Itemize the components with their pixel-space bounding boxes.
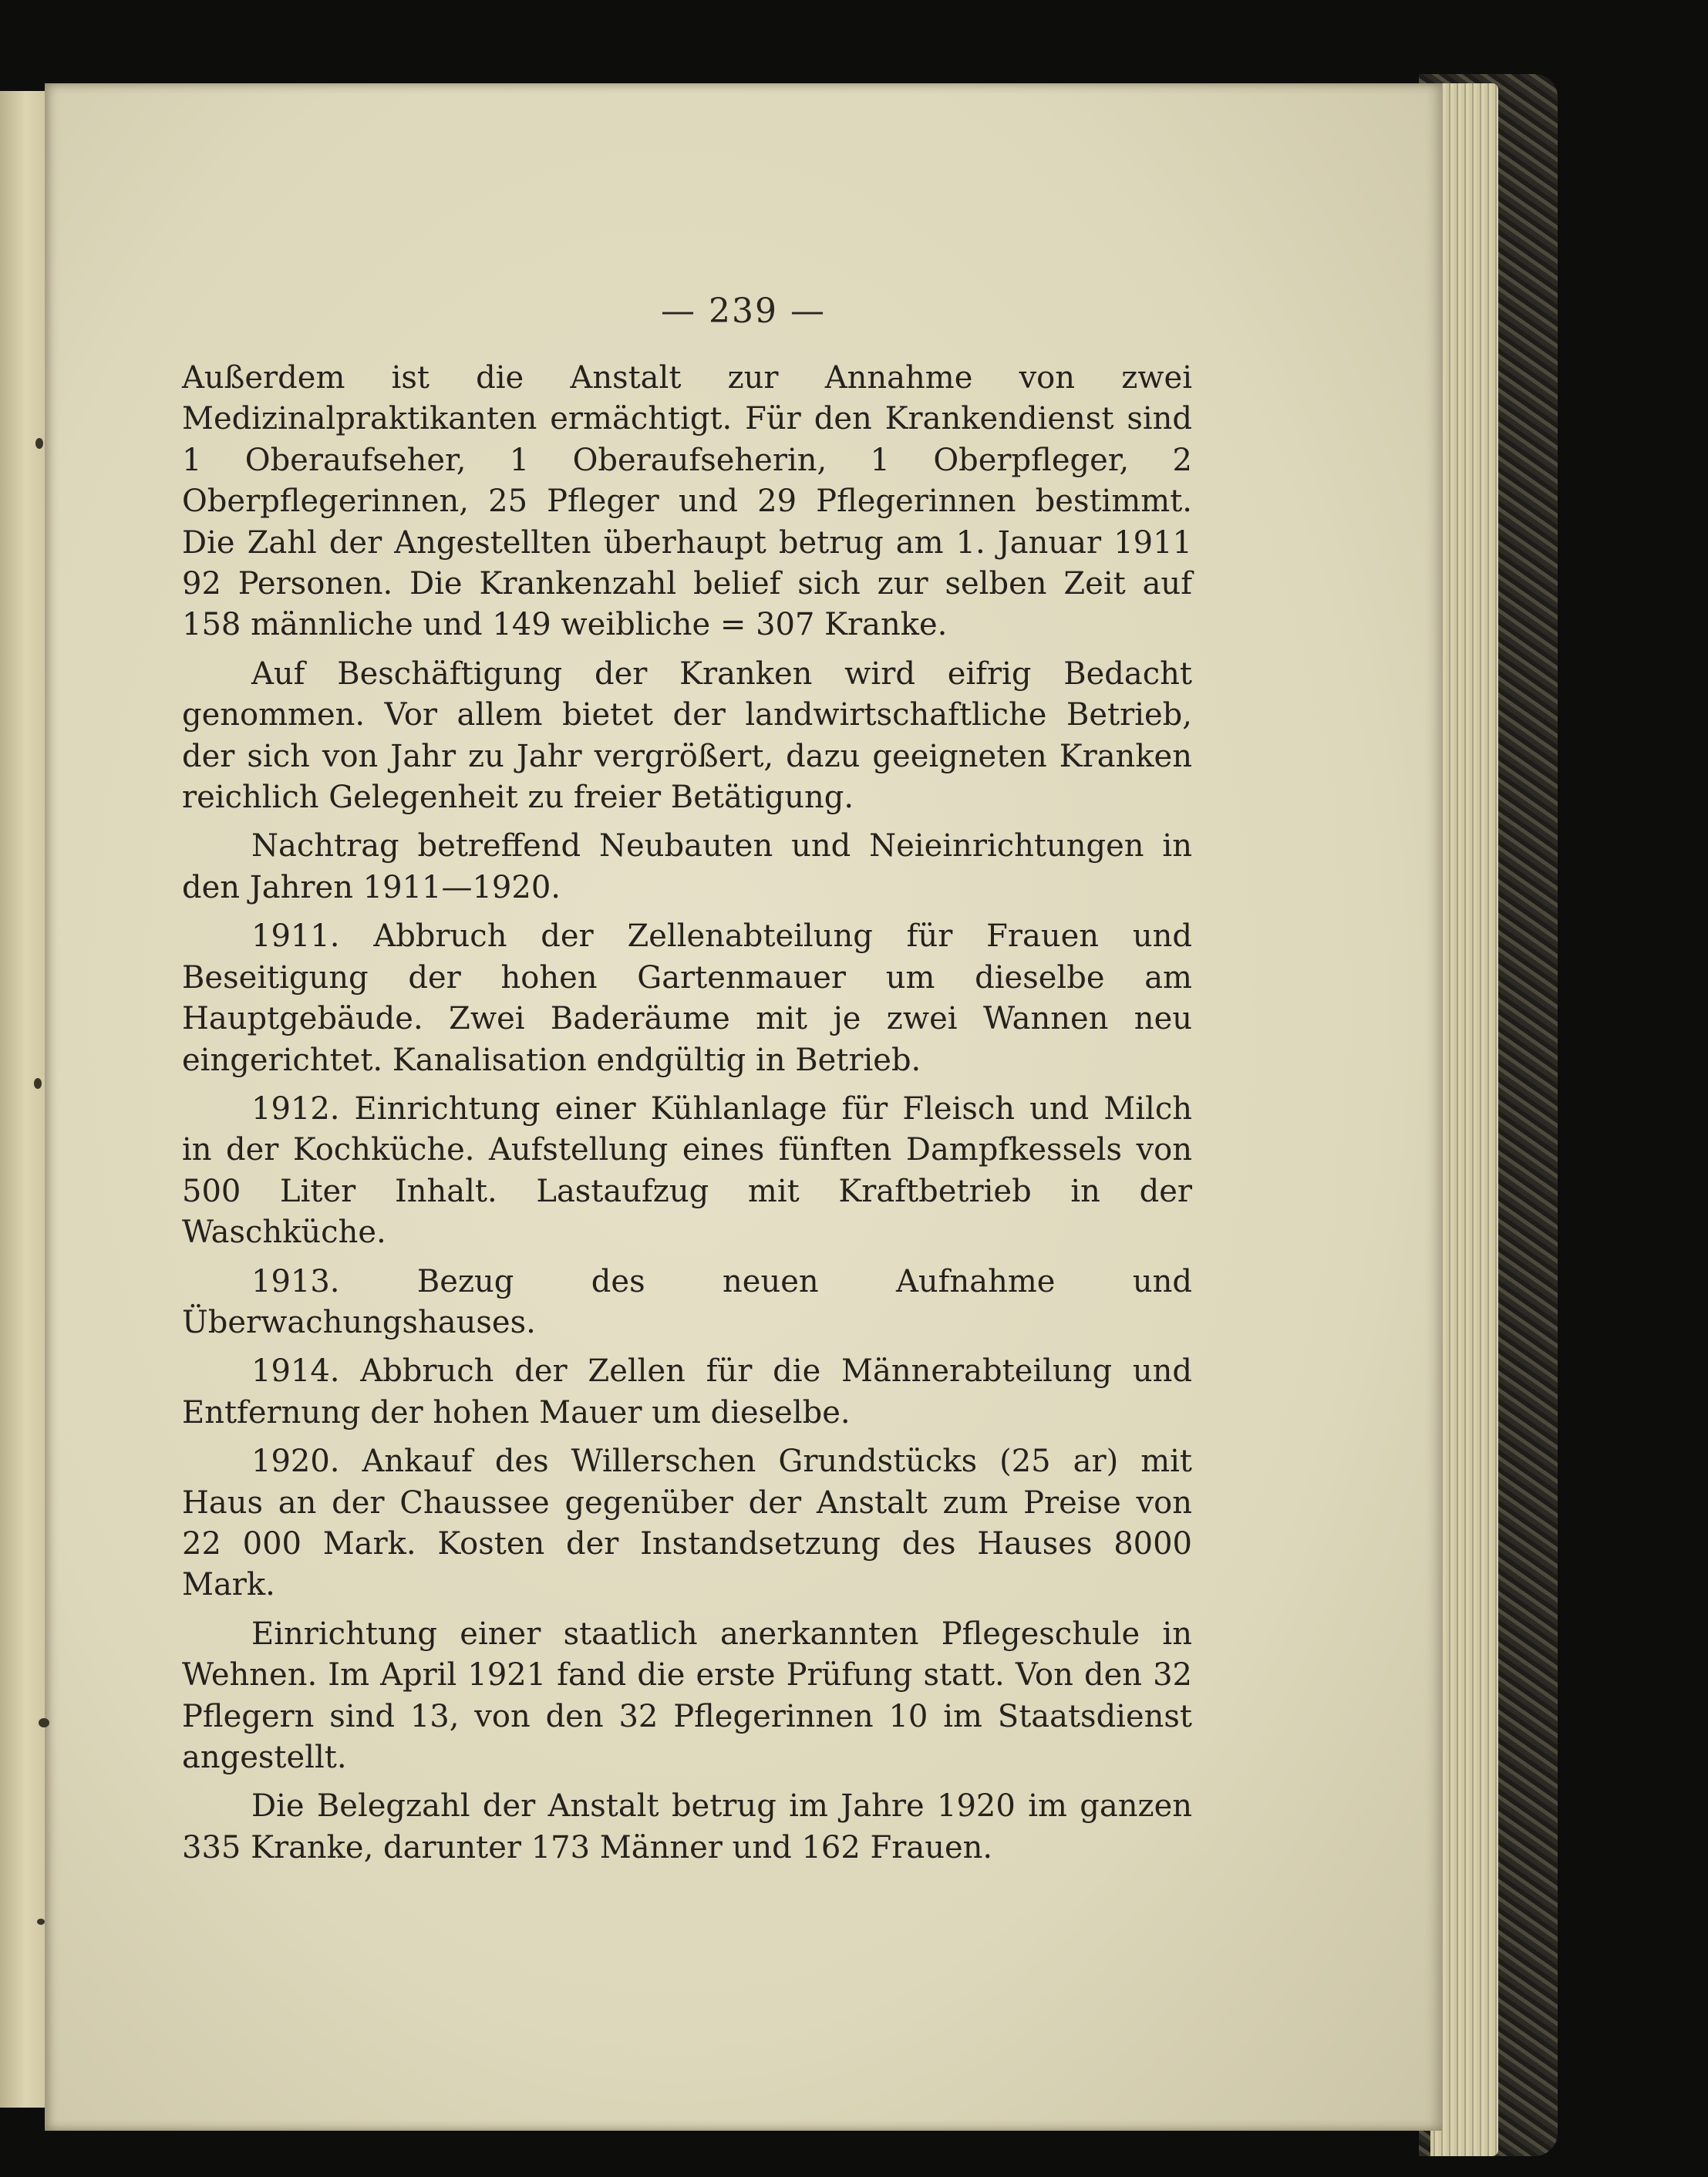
paragraph: 1911. Abbruch der Zellenabteilung für Frauen und Beseitigung der hohen Gartenmauer um dieselbe am Hauptgebäude. Zwei Baderäume mit je zwei Wannen neu eingerichtet. Kanalisation endgültig in Betrieb.: [182, 918, 1192, 1078]
paragraph: Auf Beschäftigung der Kranken wird eifrig Bedacht genommen. Vor allem bietet der landwirtschaftliche Betrieb, der sich von Jahr zu Jahr vergrößert, dazu geeigneten Kranken reichlich Gelegenheit zu freier Betätigung.: [182, 655, 1192, 816]
page-number-header: — 239 —: [661, 292, 826, 331]
book-page: [45, 83, 1442, 2131]
paragraph: Einrichtung einer staatlich anerkannten Pflegeschule in Wehnen. Im April 1921 fand die erste Prüfung statt. Von den 32 Pflegern sind 13, von den 32 Pflegerinnen 10 im Staatsdienst angestellt.: [182, 1616, 1192, 1775]
paragraph: 1912. Einrichtung einer Kühlanlage für Fleisch und Milch in der Kochküche. Aufstellung eines fünften Dampfkessels von 500 Liter Inhalt. Lastaufzug mit Kraftbetrieb in der Waschküche.: [182, 1090, 1192, 1251]
paragraph: Außerdem ist die Anstalt zur Annahme von zwei Medizinalpraktikanten ermächtigt. Für den Krankendienst sind 1 Oberaufseher, 1 Oberaufseherin, 1 Oberpfleger, 2 Oberpflegerinnen, 25 Pfleger und 29 Pflegerinnen bestimmt. Die Zahl der Angestellten überhaupt betrug am 1. Januar 1911 92 Personen. Die Krankenzahl belief sich zur selben Zeit auf 158 männliche und 149 weibliche = 307 Kranke.: [182, 360, 1192, 643]
ink-speck: [34, 1078, 42, 1089]
paragraph: Die Belegzahl der Anstalt betrug im Jahre 1920 im ganzen 335 Kranke, darunter 173 Männer und 162 Frauen.: [182, 1788, 1192, 1865]
paragraph: 1920. Ankauf des Willerschen Grundstücks (25 ar) mit Haus an der Chaussee gegenüber der Anstalt zum Preise von 22 000 Mark. Kosten der Instandsetzung des Hauses 8000 Mark.: [182, 1444, 1192, 1603]
paragraph: 1914. Abbruch der Zellen für die Männerabteilung und Entfernung der hohen Mauer um dieselbe.: [182, 1353, 1192, 1431]
paragraph: Nachtrag betreffend Neubauten und Neieinrichtungen in den Jahren 1911—1920.: [182, 828, 1192, 905]
ink-speck: [39, 1718, 49, 1727]
body-text: [182, 358, 1192, 1876]
ink-speck: [35, 438, 43, 449]
facing-page-edge: [0, 91, 49, 2108]
ink-speck: [37, 1919, 45, 1925]
paragraph: 1913. Bezug des neuen Aufnahme und Überwachungshauses.: [182, 1263, 1192, 1340]
